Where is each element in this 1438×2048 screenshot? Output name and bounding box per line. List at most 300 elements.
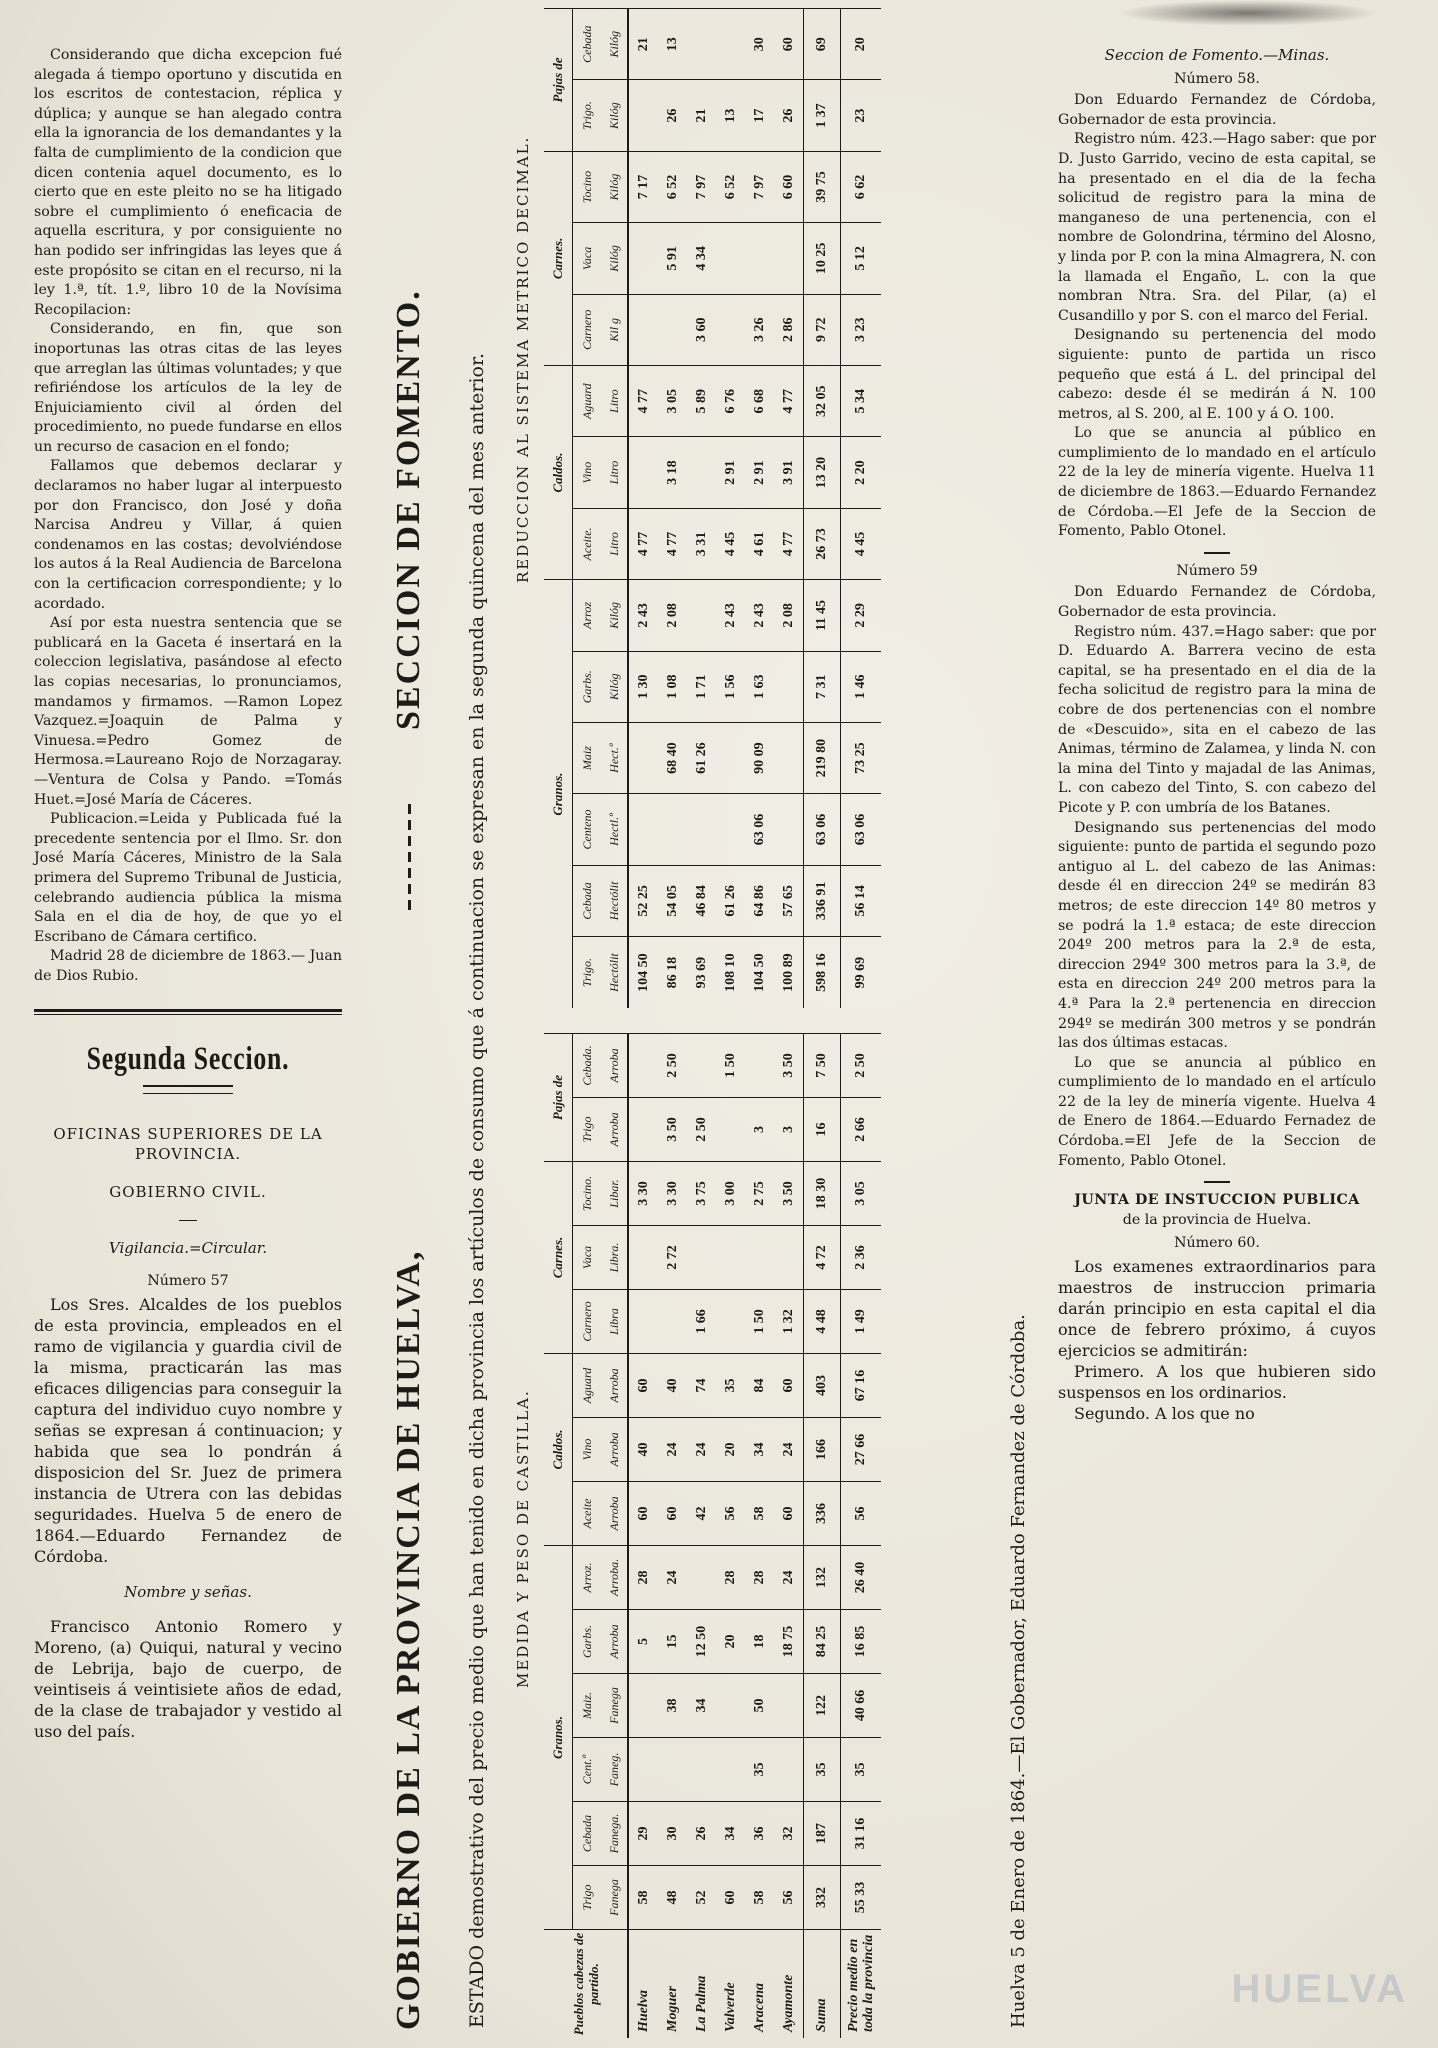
unit-header: Kilóg	[601, 580, 628, 651]
sum-cell: 187	[804, 1802, 841, 1866]
table-cell: 2 43	[745, 580, 774, 651]
table-cell: 74	[687, 1354, 716, 1418]
paragraph: Considerando, en fin, que son inoportunas las otras citas de las leyes que arreglan las últimas voluntades; y que refiriéndose los artículos de la ley de Enjuiciamiento civil al órden del procedimiento, no puede fundarse en ellos un recurso de casacion en el fondo;	[34, 321, 342, 455]
divider	[1204, 552, 1230, 554]
table-cell: 24	[774, 1418, 804, 1482]
column-header: Cebada	[573, 9, 602, 80]
table-cell: 2 50	[658, 1034, 687, 1098]
table-cell: 58	[745, 1482, 774, 1546]
table-cell: 20	[716, 1418, 745, 1482]
divider	[179, 1220, 197, 1221]
table-cell	[628, 1034, 658, 1098]
table-cell: 36	[745, 1802, 774, 1866]
table-cell: 60	[774, 9, 804, 80]
table-cell: 3 31	[687, 508, 716, 579]
table-cell: 3 30	[628, 1162, 658, 1226]
unit-header: Litro	[601, 508, 628, 579]
average-cell: 5 12	[841, 223, 882, 294]
dash-ornament	[408, 800, 411, 910]
table-cell: 61 26	[687, 722, 716, 793]
table-cell: 29	[628, 1802, 658, 1866]
subheader-row	[573, 9, 602, 1009]
table-cell	[658, 794, 687, 865]
column-header: Aceite	[573, 1482, 602, 1546]
table-cell: 34	[687, 1674, 716, 1738]
table-cell	[687, 794, 716, 865]
table-cell: 7 97	[687, 151, 716, 222]
paragraph: Don Eduardo Fernandez de Córdoba, Gobernador de esta provincia.	[1058, 584, 1376, 621]
paragraph: Lo que se anuncia al público en cumplimiento de lo mandado en el artículo 22 de la ley de minería vigente. Huelva 11 de diciembre de 1863.—Eduardo Fernandez de Córdoba.—El Jefe de la Seccion de Fomento, Pablo Otonel.	[1058, 425, 1376, 540]
table-cell: 60	[716, 1866, 745, 1930]
average-cell: 31 16	[841, 1802, 882, 1866]
sum-cell: 132	[804, 1546, 841, 1610]
table-cell: 3 60	[687, 294, 716, 365]
average-cell: 5 34	[841, 365, 882, 436]
table-cell	[687, 1226, 716, 1290]
table-cell: 52	[687, 1866, 716, 1930]
table-cell: 46 84	[687, 865, 716, 936]
group-header: Carnes.	[544, 1162, 573, 1354]
table-cell: 5 91	[658, 223, 687, 294]
table-cell: 1 50	[716, 1034, 745, 1098]
subheading-metrico: REDUCCION AL SISTEMA METRICO DECIMAL.	[514, 135, 532, 583]
sum-cell: 598 16	[804, 937, 841, 1008]
subheading: Vigilancia.=Circular.	[108, 1238, 268, 1257]
column-header: Centeno	[573, 794, 602, 865]
table-cell: 1 63	[745, 651, 774, 722]
subheader-row	[573, 1034, 602, 2039]
table-row	[745, 9, 774, 1009]
table-cell: 60	[774, 1354, 804, 1418]
table-cell: 24	[774, 1546, 804, 1610]
table-cell: 18	[745, 1610, 774, 1674]
table-cell: 40	[658, 1354, 687, 1418]
table-cell: 4 77	[774, 508, 804, 579]
table-row	[687, 9, 716, 1009]
table-cell	[774, 722, 804, 793]
column-header: Vino	[573, 1418, 602, 1482]
table-cell: 7 97	[745, 151, 774, 222]
table-cell: 5 89	[687, 365, 716, 436]
town-name: La Palma	[687, 1930, 716, 2039]
paragraph: Considerando que dicha excepcion fué alegada á tiempo oportuno y discutida en los escritos de contestacion, réplica y dúplica; y aunque se han alegado contra ella la ignorancia de los demandantes y la falta de cumplimiento de la condicion que dicen contenia aquel documento, es lo cierto que en este pleito no se ha litigado sobre el cumplimiento ó eneficacia de aquella escritura, y por consiguiente no han podido ser infringidas las leyes que á este propósito se citan en el recurso, ni la ley 1.ª, tít. 1.º, libro 10 de la Novísima Recopilacion:	[34, 47, 342, 318]
unit-header: Kilóg	[601, 223, 628, 294]
column-header: Cebada	[573, 865, 602, 936]
table-cell: 24	[658, 1418, 687, 1482]
block-title	[384, 30, 434, 2030]
table-cell: 64 86	[745, 865, 774, 936]
table-cell	[687, 1034, 716, 1098]
junta-heading: JUNTA DE INSTUCCION PUBLICA	[1074, 1192, 1360, 1209]
unit-header: Arroba	[601, 1034, 628, 1098]
column-header: Aguard	[573, 365, 602, 436]
office-heading: OFICINAS SUPERIORES DE LA PROVINCIA.	[53, 1124, 323, 1163]
section-heading: Seccion de Fomento.—Minas.	[1104, 46, 1330, 64]
column-header: Cebada	[573, 1802, 602, 1866]
unit-header: Kilóg	[601, 151, 628, 222]
average-cell: 1 49	[841, 1290, 882, 1354]
town-name: Moguer	[658, 1930, 687, 2039]
divider	[1204, 1181, 1230, 1183]
paragraph: Designando su pertenencia del modo siguiente: punto de partida un risco pequeño que está á L. del principal del cabezo: desde él se medirán á N. 100 metros, al S. 200, al E. 100 y á O. 100.	[1058, 327, 1376, 422]
table-cell: 2 91	[716, 437, 745, 508]
table-row	[687, 1034, 716, 2039]
table-row	[628, 1034, 658, 2039]
average-cell: 2 29	[841, 580, 882, 651]
table-cell: 1 56	[716, 651, 745, 722]
unit-header: Fanega.	[601, 1802, 628, 1866]
table-cell: 18 75	[774, 1610, 804, 1674]
column-header: Arroz	[573, 580, 602, 651]
average-cell: 56	[841, 1482, 882, 1546]
table-cell: 21	[687, 80, 716, 151]
unit-header: Arroba	[601, 1418, 628, 1482]
unit-header: Libra.	[601, 1226, 628, 1290]
sum-cell: 13 20	[804, 437, 841, 508]
table-cell	[774, 223, 804, 294]
table-cell: 6 60	[774, 151, 804, 222]
table-cell: 28	[716, 1546, 745, 1610]
average-cell: 67 16	[841, 1354, 882, 1418]
column-header: Maiz	[573, 722, 602, 793]
table-cell	[628, 80, 658, 151]
date-signature: Madrid 28 de diciembre de 1863.— Juan de Dios Rubio.	[34, 948, 342, 984]
table-cell: 7 17	[628, 151, 658, 222]
column-header: Carnero	[573, 294, 602, 365]
column-header: Trigo	[573, 1866, 602, 1930]
paragraph: Primero. A los que hubieren sido suspensos en los ordinarios.	[1058, 1362, 1376, 1403]
table-cell	[628, 1738, 658, 1802]
price-table-metric	[544, 8, 881, 1008]
table-cell	[658, 1290, 687, 1354]
table-cell: 32	[774, 1802, 804, 1866]
table-cell: 2 91	[745, 437, 774, 508]
average-cell: 20	[841, 9, 882, 80]
table-cell: 56	[774, 1866, 804, 1930]
column-header: Arroz.	[573, 1546, 602, 1610]
table-cell: 93 69	[687, 937, 716, 1008]
table-cell: 2 08	[774, 580, 804, 651]
sum-cell: 26 73	[804, 508, 841, 579]
group-header: Granos.	[544, 1546, 573, 1930]
unit-header: Litro	[601, 365, 628, 436]
table-cell: 84	[745, 1354, 774, 1418]
table-row	[774, 9, 804, 1009]
table-cell	[716, 294, 745, 365]
table-cell: 52 25	[628, 865, 658, 936]
unit-header: Libar.	[601, 1162, 628, 1226]
average-cell: 27 66	[841, 1418, 882, 1482]
table-cell: 13	[658, 9, 687, 80]
table-cell: 3 18	[658, 437, 687, 508]
table-row	[716, 9, 745, 1009]
subheading: Nombre y señas.	[124, 1582, 252, 1601]
table-cell: 58	[628, 1866, 658, 1930]
paragraph: Fallamos que debemos declarar y declaramos no haber lugar al interpuesto por don Francisco, don José y doña Narcisa Andreu y Villar, á quien condenamos en las costas; devolviéndose los autos á la Real Audiencia de Barcelona con la certificacion correspondiente; y lo acordado.	[34, 458, 342, 612]
sum-cell: 1 37	[804, 80, 841, 151]
paragraph: Registro núm. 437.=Hago saber: que por D. Eduardo A. Barrera vecino de esta capital, se ha presentado en el dia de la fecha solicitud de registro para la mina de cobre de dos pertenencias con el nombre de «Descuido», sita en el cabezo de las Animas, término de Zalamea, y linda N. con la mina del Tinto y majadal de las Animas, L. con cabezo del Tinto, S. con cabezo del Picote y P. con umbría de los Batanes.	[1058, 623, 1376, 816]
average-cell: 2 36	[841, 1226, 882, 1290]
column-header: Carnero	[573, 1290, 602, 1354]
column-header: Trigo	[573, 1098, 602, 1162]
unit-header: Hectl.º	[601, 794, 628, 865]
average-cell: 55 33	[841, 1866, 882, 1930]
table-cell	[774, 651, 804, 722]
table-cell: 17	[745, 80, 774, 151]
pueblos-header: Pueblos cabezas de partido.	[544, 1930, 628, 2039]
group-header: Pajas de	[544, 1034, 573, 1162]
average-cell: 2 66	[841, 1098, 882, 1162]
table-cell: 2 08	[658, 580, 687, 651]
article-number: Número 60.	[1174, 1235, 1260, 1252]
table-cell: 57 65	[774, 865, 804, 936]
table-row	[658, 9, 687, 1009]
table-cell	[628, 1290, 658, 1354]
table-cell: 4 45	[716, 508, 745, 579]
sum-cell: 4 48	[804, 1290, 841, 1354]
table-cell: 1 71	[687, 651, 716, 722]
table-cell: 15	[658, 1610, 687, 1674]
table-cell: 104 50	[628, 937, 658, 1008]
unit-header: Arroba	[601, 1610, 628, 1674]
town-name: Ayamonte	[774, 1930, 804, 2039]
table-cell: 60	[628, 1482, 658, 1546]
left-column	[34, 46, 342, 1742]
paragraph: Designando sus pertenencias del modo siguiente: punto de partida el segundo pozo antiguo al L. del cabezo de las Animas: desde él en direccion 24º se medirán 83 metros; de este direccion 14º 80 metros y se podrá la 1.ª estaca; de este direccion 204º 200 metros para la 2.ª de esta, direccion 294º 300 metros para la 3.ª, de esta en direccion 24º 200 metros para la 4.ª Para la 2.ª pertenencia en direccion 294º se medirán 300 metros y se pondrán las dos últimas estacas.	[1058, 819, 1376, 1052]
table-cell: 26	[658, 80, 687, 151]
table-cell: 38	[658, 1674, 687, 1738]
table-cell	[687, 1546, 716, 1610]
table-cell: 58	[745, 1866, 774, 1930]
average-cell: 1 46	[841, 651, 882, 722]
town-name: Valverde	[716, 1930, 745, 2039]
paragraph: Los examenes extraordinarios para maestros de instruccion primaria darán principio en esta capital el dia once de febrero próximo, á cuyos ejercicios se admitirán:	[1058, 1257, 1376, 1361]
table-cell: 34	[716, 1802, 745, 1866]
average-cell: 3 05	[841, 1162, 882, 1226]
section-heading: Segunda Seccion.	[86, 1040, 290, 1077]
unit-header: Arroba	[601, 1354, 628, 1418]
group-header: Granos.	[544, 580, 573, 1008]
paragraph: Registro núm. 423.—Hago saber: que por D. Justo Garrido, vecino de esta capital, se ha presentado en el dia de la fecha solicitud de registro para la mina de manganeso de una pertenencia, con el nombre de Golondrina, término del Alosno, y linda por P. con la mina Almagrera, N. con la llamada el Engaño, L. con la que nombran Ntra. Sra. del Pilar, (a) el Cusandillo y por S. con el marco del Ferial.	[1058, 131, 1376, 324]
table-cell: 2 86	[774, 294, 804, 365]
table-cell: 2 72	[658, 1226, 687, 1290]
table-cell: 3	[745, 1098, 774, 1162]
sum-cell: 403	[804, 1354, 841, 1418]
column-header: Trigo.	[573, 937, 602, 1008]
article-number: Número 59	[1176, 562, 1258, 579]
table-cell: 3 91	[774, 437, 804, 508]
column-header: Cent.º	[573, 1738, 602, 1802]
right-column	[1058, 46, 1376, 1424]
table-cell	[687, 9, 716, 80]
subheading-castilla: MEDIDA Y PESO DE CASTILLA.	[514, 1389, 532, 1688]
unit-header: Kilóg	[601, 9, 628, 80]
table-cell: 54 05	[658, 865, 687, 936]
table-cell: 24	[658, 1546, 687, 1610]
column-header: Tocino.	[573, 1162, 602, 1226]
group-header: Pajas de	[544, 9, 573, 152]
average-cell: 23	[841, 80, 882, 151]
table-cell: 6 52	[716, 151, 745, 222]
table-cell	[774, 1226, 804, 1290]
unit-header: Arroba.	[601, 1546, 628, 1610]
table-cell: 104 50	[745, 937, 774, 1008]
average-row	[841, 1034, 882, 2039]
table-cell: 6 68	[745, 365, 774, 436]
table-footer: Huelva 5 de Enero de 1864.—El Gobernador, Eduardo Fernandez de Córdoba.	[1008, 1314, 1029, 2028]
table-cell	[658, 1738, 687, 1802]
sum-cell: 332	[804, 1866, 841, 1930]
table-cell	[716, 1226, 745, 1290]
estado-caption: ESTADO demostrativo del precio medio que han tenido en dicha provincia los artículos de consumo que á continuacion se expresan en la segunda quincena del mes anterior.	[466, 352, 488, 2028]
table-cell: 2 50	[687, 1098, 716, 1162]
column-header: Aceite.	[573, 508, 602, 579]
unit-header: Litro	[601, 437, 628, 508]
table-cell: 21	[628, 9, 658, 80]
table-cell: 28	[628, 1546, 658, 1610]
table-cell: 50	[745, 1674, 774, 1738]
table-cell: 3 50	[658, 1098, 687, 1162]
column-header: Aguard	[573, 1354, 602, 1418]
sum-row	[804, 1034, 841, 2039]
table-row	[774, 1034, 804, 2039]
table-cell	[716, 9, 745, 80]
unit-header: Hectólit	[601, 937, 628, 1008]
sum-cell: 7 31	[804, 651, 841, 722]
table-cell: 3 50	[774, 1034, 804, 1098]
table-cell: 13	[716, 80, 745, 151]
table-cell: 4 61	[745, 508, 774, 579]
table-cell: 12 50	[687, 1610, 716, 1674]
sum-cell: 336	[804, 1482, 841, 1546]
table-cell	[628, 794, 658, 865]
average-cell: 3 23	[841, 294, 882, 365]
table-cell: 26	[774, 80, 804, 151]
table-cell	[774, 1738, 804, 1802]
table-cell: 2 43	[628, 580, 658, 651]
town-name: Aracena	[745, 1930, 774, 2039]
table-cell: 61 26	[716, 865, 745, 936]
table-cell: 4 77	[658, 508, 687, 579]
sum-cell: 166	[804, 1418, 841, 1482]
ornament-divider	[143, 1085, 233, 1094]
sum-cell: 16	[804, 1098, 841, 1162]
paragraph: Lo que se anuncia al público en cumplimiento de lo mandado en el artículo 22 de la ley de minería vigente. Huelva 4 de Enero de 1864.—Eduardo Fernadez de Córdoba.=El Jefe de la Seccion de Fomento, Pablo Otonel.	[1058, 1054, 1376, 1169]
unit-header: Hect.º	[601, 722, 628, 793]
article-number: Número 57	[147, 1273, 229, 1290]
table-cell: 60	[658, 1482, 687, 1546]
table-cell: 4 34	[687, 223, 716, 294]
table-cell	[774, 1674, 804, 1738]
sum-cell: 84 25	[804, 1610, 841, 1674]
table-cell	[716, 1674, 745, 1738]
sum-cell: 32 05	[804, 365, 841, 436]
sum-cell: 18 30	[804, 1162, 841, 1226]
table-cell: 28	[745, 1546, 774, 1610]
table-cell: 3 50	[774, 1162, 804, 1226]
table-cell: 108 10	[716, 937, 745, 1008]
average-cell: 40 66	[841, 1674, 882, 1738]
unit-header: Kilóg	[601, 80, 628, 151]
sum-cell: 11 45	[804, 580, 841, 651]
units-row	[601, 1034, 628, 2039]
table-cell	[658, 294, 687, 365]
table-cell: 1 08	[658, 651, 687, 722]
table-cell: 3 26	[745, 294, 774, 365]
rotated-price-table-block	[378, 0, 1058, 2048]
table-cell: 2 43	[716, 580, 745, 651]
table-cell: 4 77	[628, 365, 658, 436]
junta-subheading: de la provincia de Huelva.	[1122, 1211, 1312, 1228]
average-cell: 73 25	[841, 722, 882, 793]
table-cell	[628, 223, 658, 294]
price-table-castilla	[544, 1033, 881, 2038]
table-row	[716, 1034, 745, 2039]
paragraph: Los Sres. Alcaldes de los pueblos de esta provincia, empleados en el ramo de vigilancia y guardia civil de la misma, practicarán las mas eficaces diligencias para conseguir la captura del individuo cuyo nombre y señas se expresan á continuacion; y habida que sea lo pondrán á disposicion del Sr. Juez de primera instancia de Utrera con las debidas seguridades. Huelva 5 de enero de 1864.—Eduardo Fernandez de Córdoba.	[34, 1294, 342, 1566]
table-cell	[716, 1738, 745, 1802]
column-header: Maiz.	[573, 1674, 602, 1738]
table-cell: 3 30	[658, 1162, 687, 1226]
table-cell: 34	[745, 1418, 774, 1482]
table-cell	[716, 794, 745, 865]
column-header: Garbs.	[573, 1610, 602, 1674]
article-number: Número 58.	[1174, 70, 1260, 87]
group-header: Carnes.	[544, 151, 573, 365]
divider	[34, 1009, 342, 1012]
units-row	[601, 9, 628, 1009]
table-cell	[628, 1674, 658, 1738]
table-cell	[745, 223, 774, 294]
sum-label: Suma	[804, 1930, 841, 2039]
column-header: Trigo.	[573, 80, 602, 151]
sum-cell: 7 50	[804, 1034, 841, 1098]
table-cell: 1 32	[774, 1290, 804, 1354]
sum-cell: 336 91	[804, 865, 841, 936]
column-header: Cebada.	[573, 1034, 602, 1098]
group-header: Caldos.	[544, 1354, 573, 1546]
table-cell: 60	[628, 1354, 658, 1418]
table-cell: 68 40	[658, 722, 687, 793]
paragraph: Francisco Antonio Romero y Moreno, (a) Quiqui, natural y vecino de Lebrija, bajo de cuerpo, de veintiseis á veintisiete años de edad, de la clase de trabajador y vestido al uso del país.	[34, 1617, 342, 1742]
town-name: Huelva	[628, 1930, 658, 2039]
average-cell: 35	[841, 1738, 882, 1802]
table-cell: 26	[687, 1802, 716, 1866]
ink-stain	[1118, 0, 1378, 26]
average-cell: 16 85	[841, 1610, 882, 1674]
average-cell: 63 06	[841, 794, 882, 865]
table-cell	[628, 294, 658, 365]
table-row	[658, 1034, 687, 2039]
paragraph: Publicacion.=Leida y Publicada fué la precedente sentencia por el Ilmo. Sr. don José María Cáceres, Ministro de la Sala primera del Supremo Tribunal de Justicia, celebrando audiencia pública la misma Sala en el dia de hoy, de que yo el Escribano de Cámara certifico.	[34, 811, 342, 945]
table-cell	[628, 437, 658, 508]
unit-header: Fanega	[601, 1866, 628, 1930]
table-cell: 4 77	[774, 365, 804, 436]
table-cell: 35	[745, 1738, 774, 1802]
column-header: Vaca	[573, 223, 602, 294]
paragraph: Don Eduardo Fernandez de Córdoba, Gobernador de esta provincia.	[1058, 92, 1376, 128]
average-cell: 4 45	[841, 508, 882, 579]
unit-header: Fanega	[601, 1674, 628, 1738]
table-cell: 30	[658, 1802, 687, 1866]
group-header: Caldos.	[544, 365, 573, 579]
table-cell: 5	[628, 1610, 658, 1674]
table-cell	[628, 722, 658, 793]
table-cell: 3 05	[658, 365, 687, 436]
table-cell: 35	[716, 1354, 745, 1418]
unit-header: Kilóg	[601, 651, 628, 722]
average-label: Precio medio en toda la provincia	[841, 1930, 882, 2039]
table-cell: 20	[716, 1610, 745, 1674]
